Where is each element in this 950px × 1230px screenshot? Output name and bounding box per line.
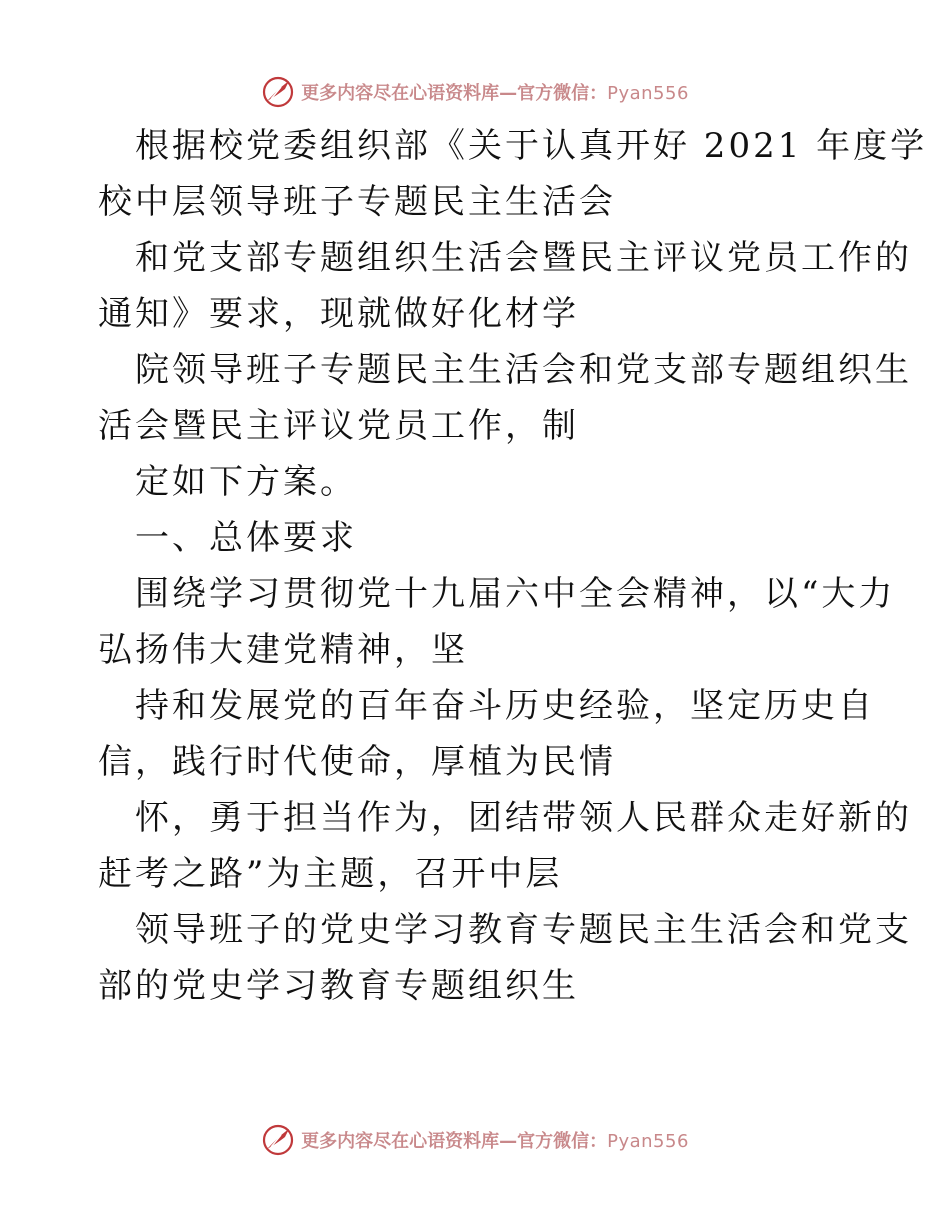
text-line: 院领导班子专题民主生活会和党支部专题组织生 <box>135 350 912 390</box>
text-line: 定如下方案。 <box>135 462 357 502</box>
watermark-text: 更多内容尽在心语资料库—官方微信：Pyan556 <box>301 83 689 104</box>
text-line: 通知》要求，现就做好化材学 <box>98 294 579 334</box>
text-line: 信，践行时代使命，厚植为民情 <box>98 742 616 782</box>
text-line: 弘扬伟大建党精神，坚 <box>98 630 468 670</box>
text-line: 活会暨民主评议党员工作，制 <box>98 406 579 446</box>
text-line: 怀，勇于担当作为，团结带领人民群众走好新的 <box>135 798 912 838</box>
text-line: 围绕学习贯彻党十九届六中全会精神，以“大力 <box>135 574 896 614</box>
document-body <box>98 118 928 1014</box>
pen-logo-icon <box>261 1123 295 1157</box>
pen-logo-icon <box>261 75 295 109</box>
watermark-text: 更多内容尽在心语资料库—官方微信：Pyan556 <box>301 1131 689 1152</box>
watermark-footer <box>0 1118 950 1162</box>
text-line: 根据校党委组织部《关于认真开好 2021 年度学 <box>135 126 928 166</box>
text-line: 部的党史学习教育专题组织生 <box>98 966 579 1006</box>
text-line: 和党支部专题组织生活会暨民主评议党员工作的 <box>135 238 912 278</box>
text-line: 一、总体要求 <box>135 518 357 558</box>
text-line: 持和发展党的百年奋斗历史经验，坚定历史自 <box>135 686 875 726</box>
text-line: 赶考之路”为主题，召开中层 <box>98 854 563 894</box>
text-line: 校中层领导班子专题民主生活会 <box>98 182 616 222</box>
text-line: 领导班子的党史学习教育专题民主生活会和党支 <box>135 910 912 950</box>
watermark-header <box>0 70 950 114</box>
